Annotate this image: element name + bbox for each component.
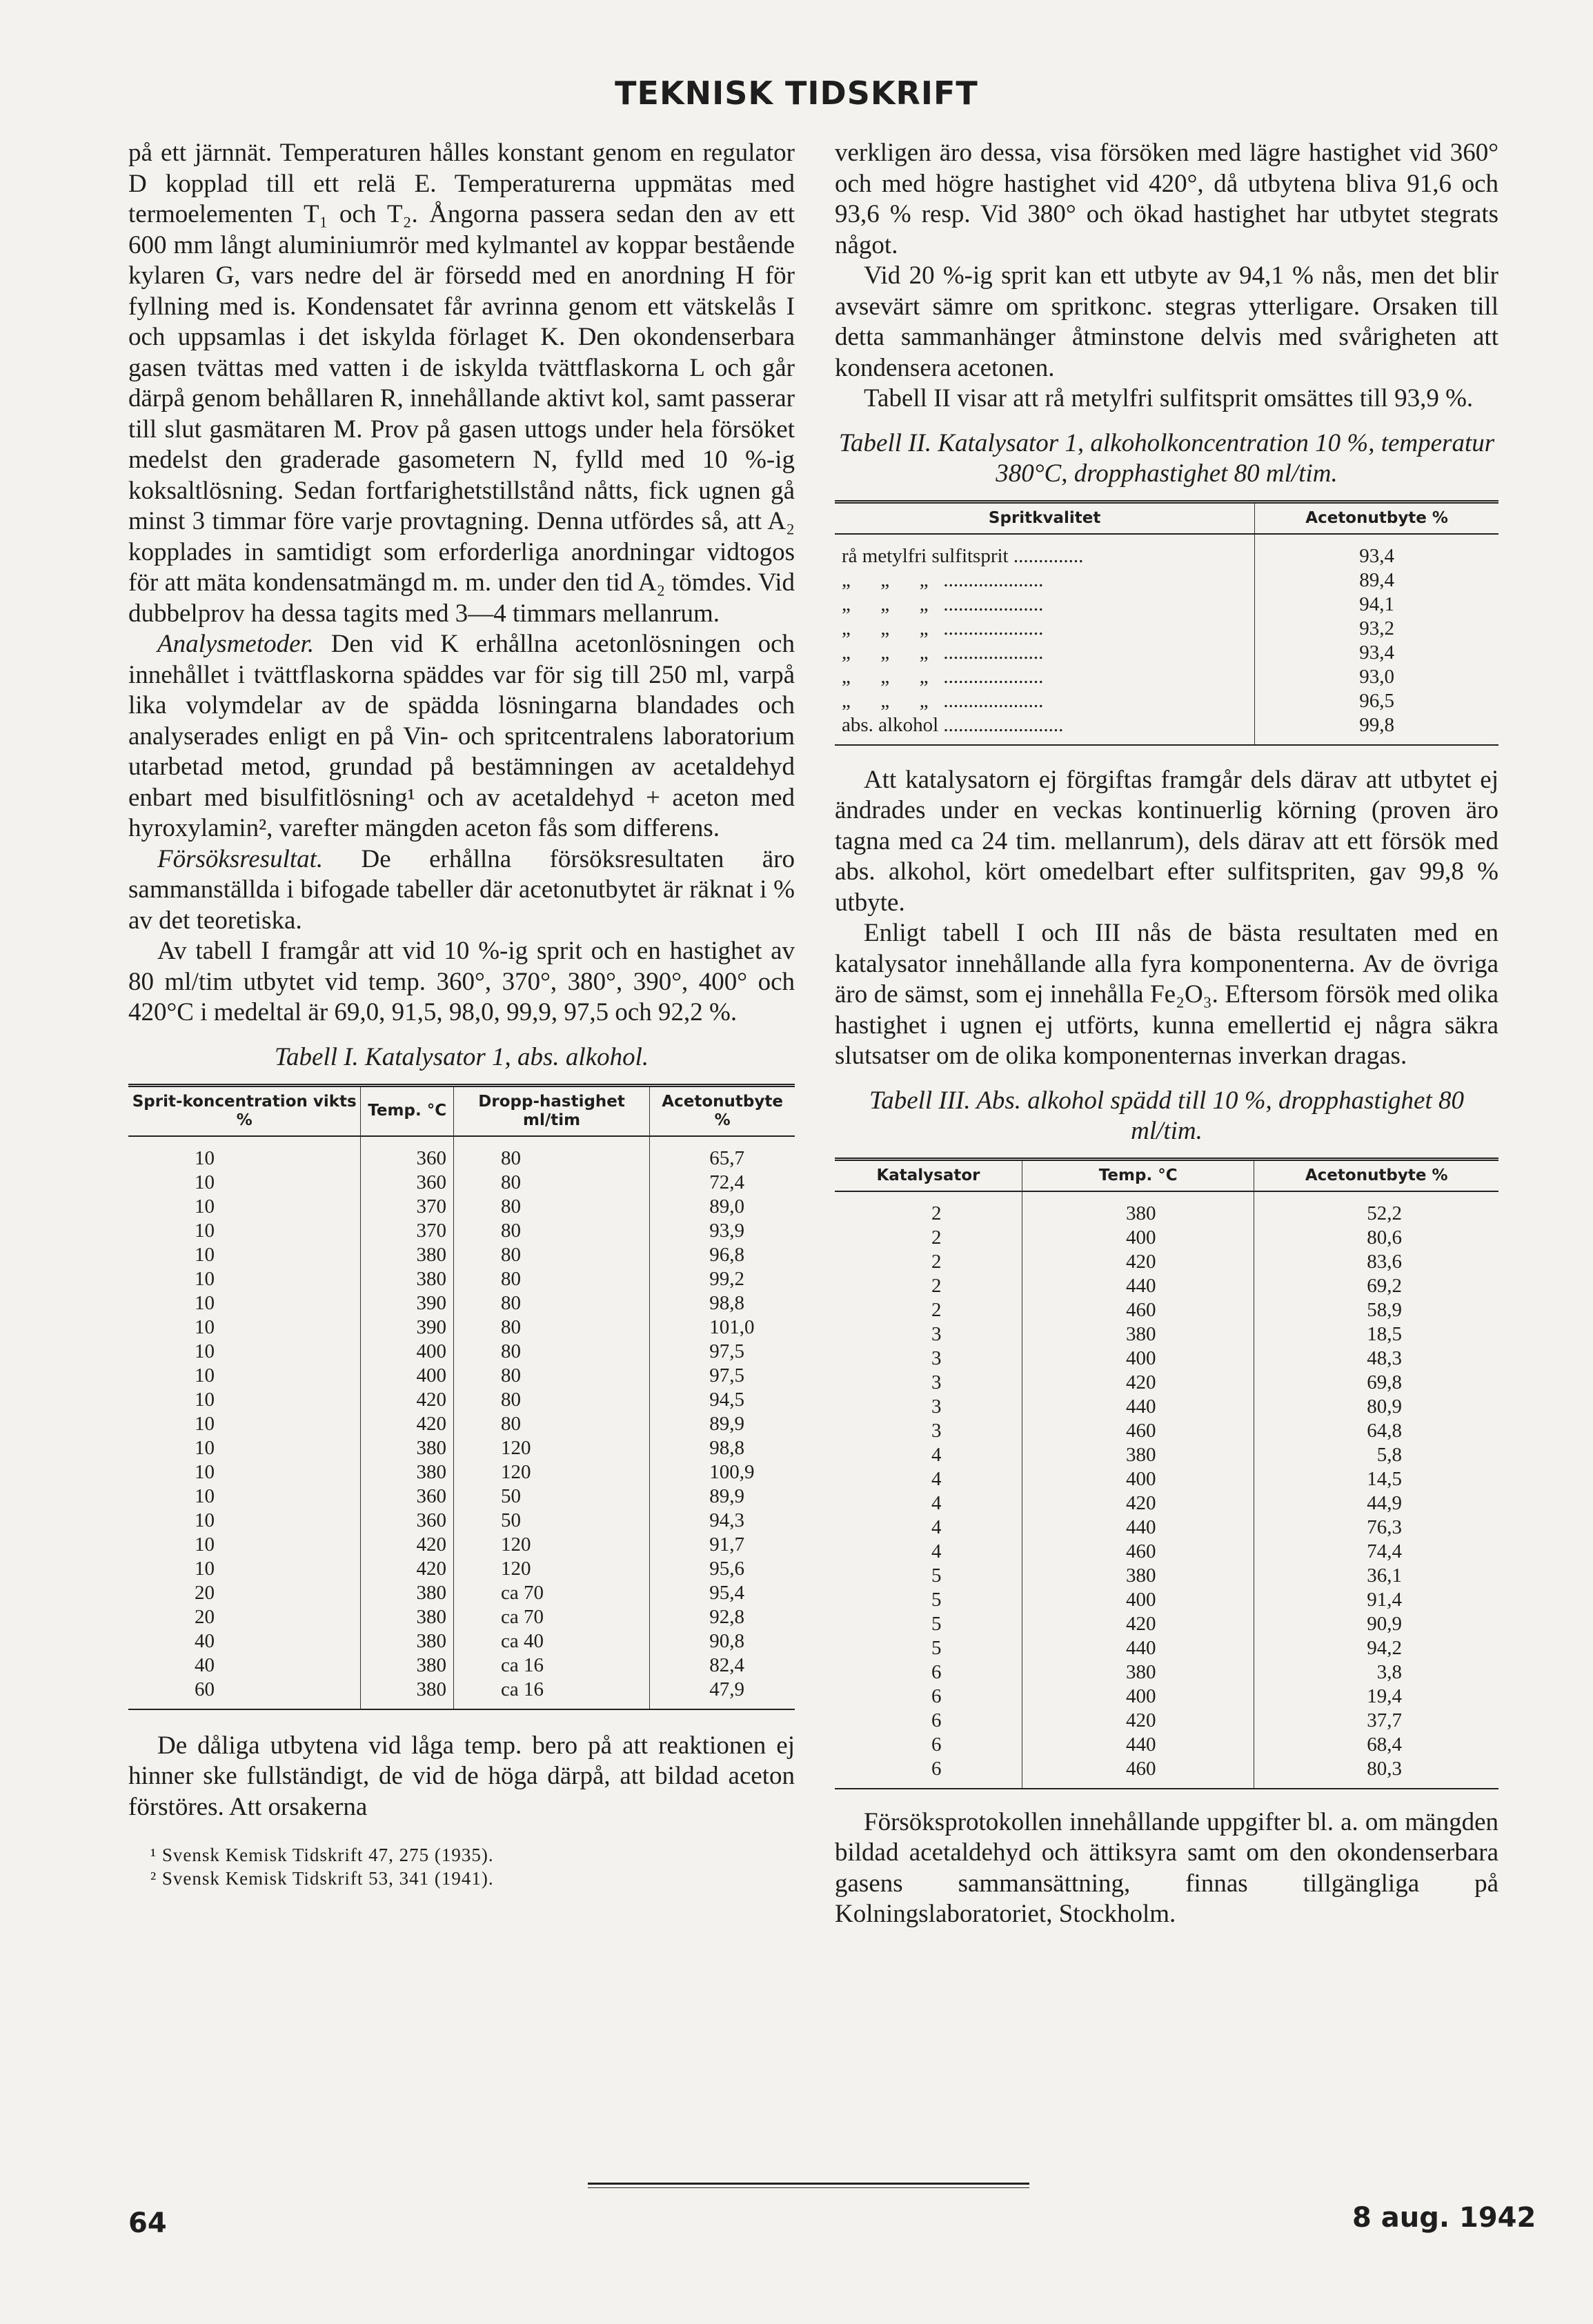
table3-cell: 440 (1022, 1516, 1254, 1540)
table3-row (835, 1274, 1498, 1298)
table1-row (128, 1460, 795, 1484)
table1-cell: 390 (361, 1291, 454, 1315)
table3-cell: 420 (1022, 1371, 1254, 1395)
table1-cell: 10 (128, 1219, 361, 1243)
table3-row (835, 1443, 1498, 1467)
table3-row (835, 1709, 1498, 1733)
table3-cell: 6 (835, 1733, 1022, 1757)
table3-cell: 6 (835, 1685, 1022, 1709)
footnote-1: ¹ Svensk Kemisk Tidskrift 47, 275 (1935). (150, 1845, 494, 1865)
table3-row (835, 1347, 1498, 1371)
table1-row (128, 1171, 795, 1195)
table3-cell: 380 (1022, 1322, 1254, 1347)
table1-cell: 10 (128, 1364, 361, 1388)
results-text: De erhållna försöksresultaten äro sammanställda i bifogade tabeller där acetonutbytet är räknat i % av det teoretiska. (128, 844, 795, 935)
table3-cell: 2 (835, 1250, 1022, 1274)
table2-cell: „ „ „ .................... (835, 665, 1255, 689)
table1-cell: 72,4 (650, 1171, 795, 1195)
table3-row (835, 1733, 1498, 1757)
table1-row (128, 1243, 795, 1267)
right-paragraph-2: Vid 20 %-ig sprit kan ett utbyte av 94,1 % nås, men det blir avsevärt sämre om spritkonc. stegras ytterligare. Orsaken till detta sammanhänger åtminstone delvis med svårigheten att kondensera acetonen. (835, 261, 1498, 382)
table1-cell: 20 (128, 1605, 361, 1629)
table3-cell: 4 (835, 1491, 1022, 1516)
table2-cell: 96,5 (1255, 689, 1498, 713)
table3-cell: 2 (835, 1226, 1022, 1250)
table2-row (835, 689, 1498, 713)
table1-cell: 89,9 (650, 1484, 795, 1509)
table3-cell: 400 (1022, 1685, 1254, 1709)
table3-cell: 58,9 (1254, 1298, 1498, 1322)
right-paragraph-4: Att katalysatorn ej förgiftas framgår dels därav att utbytet ej ändrades under en veckas kontinuerlig körning (proven äro tagna med ca 24 tim. mellanrum), dels därav att ett försök med abs. alkohol, kört omedelbart efter sulfitspriten, gav 99,8 % utbyte. (835, 765, 1498, 917)
table1-cell: 10 (128, 1267, 361, 1291)
table3-cell: 5,8 (1254, 1443, 1498, 1467)
table1-cell: 65,7 (650, 1136, 795, 1171)
table1-cell: 80 (453, 1412, 649, 1436)
table1-cell: 98,8 (650, 1436, 795, 1460)
table3-cell: 68,4 (1254, 1733, 1498, 1757)
table3-cell: 36,1 (1254, 1564, 1498, 1588)
table1-cell: 390 (361, 1315, 454, 1340)
table3-header-cell: Acetonutbyte % (1254, 1159, 1498, 1191)
table2-cell: „ „ „ .................... (835, 617, 1255, 641)
table1-cell: 89,9 (650, 1412, 795, 1436)
table1-header-cell: Temp. °C (361, 1085, 454, 1136)
table1-cell: 95,4 (650, 1581, 795, 1605)
table3-row (835, 1540, 1498, 1564)
table1-cell: 10 (128, 1340, 361, 1364)
table1-cell: 400 (361, 1364, 454, 1388)
table1-cell: 20 (128, 1581, 361, 1605)
table1-row (128, 1629, 795, 1653)
table2-row (835, 617, 1498, 641)
table3-row (835, 1636, 1498, 1660)
right-paragraph-3: Tabell II visar att rå metylfri sulfitsprit omsättes till 93,9 %. (864, 384, 1474, 413)
table3-cell: 4 (835, 1540, 1022, 1564)
table1-cell: 89,0 (650, 1195, 795, 1219)
table3-row (835, 1226, 1498, 1250)
table2-cell: „ „ „ .................... (835, 593, 1255, 617)
table3-cell: 5 (835, 1588, 1022, 1612)
footnotes (128, 1843, 795, 1890)
table1-cell: 420 (361, 1412, 454, 1436)
issue-date: 8 aug. 1942 (1352, 2202, 1536, 2234)
table1-cell: 80 (453, 1267, 649, 1291)
right-paragraph-6: Försöksprotokollen innehållande uppgifter bl. a. om mängden bildad acetaldehyd och ättiksyra samt om den okondenserbara gasens sammansättning, finnas tillgängliga på Kolningslaboratoriet, Stockholm. (835, 1807, 1498, 1928)
table3-cell: 5 (835, 1564, 1022, 1588)
table3-row (835, 1588, 1498, 1612)
table1-cell: 380 (361, 1653, 454, 1678)
table3-cell: 380 (1022, 1564, 1254, 1588)
table3-cell: 400 (1022, 1347, 1254, 1371)
table1-row (128, 1653, 795, 1678)
table3-cell: 44,9 (1254, 1491, 1498, 1516)
table3-row (835, 1191, 1498, 1226)
table3-cell: 83,6 (1254, 1250, 1498, 1274)
table3-cell: 3 (835, 1371, 1022, 1395)
table1-cell: 360 (361, 1509, 454, 1533)
table2-cell: „ „ „ .................... (835, 641, 1255, 665)
table1-row (128, 1678, 795, 1709)
table1-caption: Tabell I. Katalysator 1, abs. alkohol. (274, 1042, 649, 1071)
table3-cell: 400 (1022, 1226, 1254, 1250)
table3-row (835, 1660, 1498, 1685)
table1-cell: 10 (128, 1509, 361, 1533)
table1-cell: 400 (361, 1340, 454, 1364)
table1-cell: 10 (128, 1171, 361, 1195)
table3-cell: 420 (1022, 1491, 1254, 1516)
right-column (835, 138, 1498, 1930)
table1-cell: 40 (128, 1653, 361, 1678)
table3-cell: 80,9 (1254, 1395, 1498, 1419)
table2-row (835, 641, 1498, 665)
table1-cell: 10 (128, 1195, 361, 1219)
table1-cell: ca 70 (453, 1581, 649, 1605)
table2-cell: rå metylfri sulfitsprit .............. (835, 534, 1255, 568)
table1-cell: 10 (128, 1412, 361, 1436)
table1-cell: 120 (453, 1460, 649, 1484)
table1-body (128, 1136, 795, 1709)
table2-header-row (835, 501, 1498, 534)
table1-cell: ca 16 (453, 1653, 649, 1678)
table2-row (835, 593, 1498, 617)
table1-cell: 10 (128, 1557, 361, 1581)
table2-header-cell: Spritkvalitet (835, 501, 1255, 534)
table3-cell: 52,2 (1254, 1191, 1498, 1226)
table1-cell: 60 (128, 1678, 361, 1709)
table1-header-row (128, 1085, 795, 1136)
table3-cell: 420 (1022, 1612, 1254, 1636)
table1-header-cell: Dropp-hastighet ml/tim (453, 1085, 649, 1136)
table3-body (835, 1191, 1498, 1789)
table1-row (128, 1605, 795, 1629)
table3-cell: 3 (835, 1322, 1022, 1347)
table1-cell: 80 (453, 1364, 649, 1388)
table3-cell: 37,7 (1254, 1709, 1498, 1733)
table1-cell: 360 (361, 1484, 454, 1509)
table1-cell: 10 (128, 1388, 361, 1412)
table3-row (835, 1322, 1498, 1347)
table3-cell: 440 (1022, 1274, 1254, 1298)
table1-cell: 93,9 (650, 1219, 795, 1243)
table1-cell: 360 (361, 1171, 454, 1195)
table1-cell: 380 (361, 1678, 454, 1709)
table2-cell: „ „ „ .................... (835, 689, 1255, 713)
table1-cell: ca 70 (453, 1605, 649, 1629)
table3-cell: 90,9 (1254, 1612, 1498, 1636)
table3-cell: 6 (835, 1757, 1022, 1789)
table2-caption: Tabell II. Katalysator 1, alkoholkoncentration 10 %, temperatur 380°C, dropphastighet 80 ml/tim. (838, 428, 1495, 488)
table3-header-row (835, 1159, 1498, 1191)
table3-cell: 460 (1022, 1419, 1254, 1443)
table3-cell: 69,8 (1254, 1371, 1498, 1395)
table1-cell: 10 (128, 1533, 361, 1557)
table3-cell: 69,2 (1254, 1274, 1498, 1298)
table2-cell: abs. alkohol ........................ (835, 713, 1255, 745)
table3-header-cell: Temp. °C (1022, 1159, 1254, 1191)
table3-row (835, 1419, 1498, 1443)
table1-row (128, 1364, 795, 1388)
table2-cell: 99,8 (1255, 713, 1498, 745)
table3-cell: 400 (1022, 1588, 1254, 1612)
table3-cell: 2 (835, 1191, 1022, 1226)
table3-cell: 64,8 (1254, 1419, 1498, 1443)
table3-cell: 420 (1022, 1709, 1254, 1733)
table2-cell: 93,2 (1255, 617, 1498, 641)
table1-row (128, 1412, 795, 1436)
table1-row (128, 1388, 795, 1412)
table3-cell: 3 (835, 1419, 1022, 1443)
table2-cell: 93,4 (1255, 641, 1498, 665)
table3-cell: 440 (1022, 1733, 1254, 1757)
table1-cell: 420 (361, 1533, 454, 1557)
table3-cell: 380 (1022, 1443, 1254, 1467)
table1-cell: 380 (361, 1243, 454, 1267)
left-paragraph-4: Av tabell I framgår att vid 10 %-ig sprit och en hastighet av 80 ml/tim utbytet vid temp. 360°, 370°, 380°, 390°, 400° och 420°C i medeltal är 69,0, 91,5, 98,0, 99,9, 97,5 och 92,2 %. (128, 937, 795, 1026)
table1-cell: 10 (128, 1315, 361, 1340)
table1-cell: 80 (453, 1315, 649, 1340)
left-paragraph-analysis (128, 629, 795, 844)
results-heading: Försöksresultat. (157, 844, 324, 873)
table3-cell: 2 (835, 1298, 1022, 1322)
table1-cell: 120 (453, 1557, 649, 1581)
table1-cell: 380 (361, 1629, 454, 1653)
table1-cell: 380 (361, 1581, 454, 1605)
table1-cell: 120 (453, 1533, 649, 1557)
table3-row (835, 1250, 1498, 1274)
table3-cell: 380 (1022, 1191, 1254, 1226)
table3-cell: 94,2 (1254, 1636, 1498, 1660)
table3-cell: 3 (835, 1347, 1022, 1371)
table3-cell: 3 (835, 1395, 1022, 1419)
table-2 (835, 500, 1498, 746)
left-column (128, 138, 795, 1890)
analysis-heading: Analysmetoder. (157, 630, 315, 658)
right-paragraph-1: verkligen äro dessa, visa försöken med lägre hastighet vid 360° och med högre hastighet vid 420°, då utbytena bliva 91,6 och 93,6 % resp. Vid 380° och ökad hastighet har utbytet stegrats något. (835, 139, 1498, 259)
table2-cell: 89,4 (1255, 568, 1498, 593)
page-number: 64 (128, 2207, 167, 2239)
table2-row (835, 665, 1498, 689)
table3-cell: 18,5 (1254, 1322, 1498, 1347)
table1-header-cell: Acetonutbyte % (650, 1085, 795, 1136)
table3-cell: 440 (1022, 1636, 1254, 1660)
table3-cell: 380 (1022, 1660, 1254, 1685)
left-paragraph-5: De dåliga utbytena vid låga temp. bero på att reaktionen ej hinner ske fullständigt, de vid de höga därpå, att bildad aceton förstöres. Att orsakerna (128, 1731, 795, 1821)
table3-row (835, 1467, 1498, 1491)
table1-cell: 80 (453, 1171, 649, 1195)
table2-body (835, 534, 1498, 745)
table3-cell: 420 (1022, 1250, 1254, 1274)
table1-row (128, 1581, 795, 1605)
table1-row (128, 1533, 795, 1557)
analysis-text: Den vid K erhållna acetonlösningen och innehållet i tvättflaskorna späddes var för sig till 250 ml, varpå lika volymdelar av de spädda lösningarna blandades och analyserades enligt en på Vin- och spritcentralens laboratorium utarbetad metod, grundad på bestämningen av acetaldehyd enbart med bisulfitlösning¹ och av acetaldehyd + aceton med hyroxylamin², varefter mängden aceton fås som differens. (128, 630, 795, 842)
table3-row (835, 1491, 1498, 1516)
table1-cell: 50 (453, 1484, 649, 1509)
table1-cell: 420 (361, 1388, 454, 1412)
table1-cell: 97,5 (650, 1364, 795, 1388)
table1-row (128, 1315, 795, 1340)
footer-rule (588, 2183, 1029, 2188)
table1-cell: ca 16 (453, 1678, 649, 1709)
table3-row (835, 1395, 1498, 1419)
table3-row (835, 1371, 1498, 1395)
table3-cell: 440 (1022, 1395, 1254, 1419)
table3-cell: 6 (835, 1660, 1022, 1685)
table1-cell: 99,2 (650, 1267, 795, 1291)
table2-row (835, 568, 1498, 593)
table1-cell: 380 (361, 1267, 454, 1291)
table3-cell: 4 (835, 1443, 1022, 1467)
table1-cell: 370 (361, 1219, 454, 1243)
table3-cell: 91,4 (1254, 1588, 1498, 1612)
table3-cell: 74,4 (1254, 1540, 1498, 1564)
table3-cell: 460 (1022, 1540, 1254, 1564)
table3-row (835, 1612, 1498, 1636)
table2-cell: 93,4 (1255, 534, 1498, 568)
table1-cell: 80 (453, 1291, 649, 1315)
table1-cell: 94,5 (650, 1388, 795, 1412)
table1-cell: 50 (453, 1509, 649, 1533)
table1-cell: 47,9 (650, 1678, 795, 1709)
table1-cell: 100,9 (650, 1460, 795, 1484)
table2-cell: „ „ „ .................... (835, 568, 1255, 593)
table3-cell: 6 (835, 1709, 1022, 1733)
table1-cell: 40 (128, 1629, 361, 1653)
table3-cell: 460 (1022, 1298, 1254, 1322)
table1-cell: 90,8 (650, 1629, 795, 1653)
table-1 (128, 1084, 795, 1710)
table3-cell: 460 (1022, 1757, 1254, 1789)
footnote-2: ² Svensk Kemisk Tidskrift 53, 341 (1941). (150, 1868, 494, 1889)
table1-cell: 10 (128, 1460, 361, 1484)
table1-cell: 80 (453, 1243, 649, 1267)
right-paragraph-5: Enligt tabell I och III nås de bästa resultaten med en katalysator innehållande alla fyra komponenterna. Av de övriga äro de sämst, som ej innehålla Fe₂O₃. Eftersom försök med olika hastighet i ugnen ej utförts, kunna emellertid ej några säkra slutsatser om de olika komponenternas inverkan dragas. (835, 919, 1498, 1070)
table1-row (128, 1136, 795, 1171)
table3-cell: 76,3 (1254, 1516, 1498, 1540)
table1-row (128, 1340, 795, 1364)
left-paragraph-1: på ett järnnät. Temperaturen hålles konstant genom en regulator D kopplad till ett relä E. Temperaturerna uppmätas med termoelementen T₁ och T₂. Ångorna passera sedan den av ett 600 mm långt aluminiumrör med kylmantel av koppar bestående kylaren G, vars nedre del är försedd med en anordning H för fyllning med is. Kondensatet får avrinna genom ett vätskelås I och uppsamlas i det iskylda förlaget K. Den okondenserbara gasen tvättas med vatten i de iskylda tvättflaskorna L och går därpå genom behållaren R, innehållande aktivt kol, samt passerar till slut gasmätaren M. Prov på gasen uttogs under hela försöket medelst den graderade gasometern N, fylld med 10 %-ig koksaltlösning. Sedan fortfarighetstillstånd nåtts, fick ugnen gå minst 3 timmar före varje provtagning. Denna utfördes så, att A₂ kopplades in samtidigt som erforderliga anordningar vidtogos för att mäta kondensatmängd m. m. under den tid A₂ tömdes. Vid dubbelprov ha dessa tagits med 3—4 timmars mellanrum. (128, 139, 795, 628)
table1-cell: 98,8 (650, 1291, 795, 1315)
table1-cell: 101,0 (650, 1315, 795, 1340)
table2-row (835, 534, 1498, 568)
table3-cell: 4 (835, 1516, 1022, 1540)
table3-row (835, 1564, 1498, 1588)
table1-row (128, 1557, 795, 1581)
table3-cell: 48,3 (1254, 1347, 1498, 1371)
table1-cell: 10 (128, 1436, 361, 1460)
table1-cell: 370 (361, 1195, 454, 1219)
table3-cell: 400 (1022, 1467, 1254, 1491)
table-3 (835, 1158, 1498, 1789)
table1-cell: 80 (453, 1340, 649, 1364)
table2-row (835, 713, 1498, 745)
table1-cell: 97,5 (650, 1340, 795, 1364)
table1-row (128, 1484, 795, 1509)
table3-row (835, 1685, 1498, 1709)
table2-cell: 93,0 (1255, 665, 1498, 689)
journal-header: TEKNISK TIDSKRIFT (615, 75, 978, 112)
table1-cell: 10 (128, 1484, 361, 1509)
table1-header-cell: Sprit-koncentration vikts % (128, 1085, 361, 1136)
table3-caption: Tabell III. Abs. alkohol spädd till 10 %, dropphastighet 80 ml/tim. (869, 1086, 1464, 1145)
table1-cell: 420 (361, 1557, 454, 1581)
table1-cell: 80 (453, 1219, 649, 1243)
table1-cell: 95,6 (650, 1557, 795, 1581)
table3-row (835, 1516, 1498, 1540)
table3-cell: 14,5 (1254, 1467, 1498, 1491)
table1-cell: 80 (453, 1195, 649, 1219)
table3-cell: 5 (835, 1636, 1022, 1660)
table2-cell: 94,1 (1255, 593, 1498, 617)
table1-row (128, 1436, 795, 1460)
table1-cell: 380 (361, 1605, 454, 1629)
table3-cell: 80,3 (1254, 1757, 1498, 1789)
table3-cell: 19,4 (1254, 1685, 1498, 1709)
table1-row (128, 1219, 795, 1243)
table1-cell: 82,4 (650, 1653, 795, 1678)
table1-cell: 10 (128, 1243, 361, 1267)
table1-cell: 360 (361, 1136, 454, 1171)
table1-cell: 80 (453, 1136, 649, 1171)
table3-row (835, 1298, 1498, 1322)
table1-cell: 380 (361, 1460, 454, 1484)
table1-cell: 94,3 (650, 1509, 795, 1533)
table3-cell: 5 (835, 1612, 1022, 1636)
table1-row (128, 1267, 795, 1291)
table3-cell: 4 (835, 1467, 1022, 1491)
table3-header-cell: Katalysator (835, 1159, 1022, 1191)
table3-row (835, 1757, 1498, 1789)
left-paragraph-results (128, 844, 795, 937)
table1-cell: 10 (128, 1136, 361, 1171)
table1-row (128, 1195, 795, 1219)
table1-cell: 380 (361, 1436, 454, 1460)
table1-cell: 120 (453, 1436, 649, 1460)
table2-header-cell: Acetonutbyte % (1255, 501, 1498, 534)
table1-row (128, 1509, 795, 1533)
table3-cell: 80,6 (1254, 1226, 1498, 1250)
table1-cell: 80 (453, 1388, 649, 1412)
table3-cell: 3,8 (1254, 1660, 1498, 1685)
table1-cell: 92,8 (650, 1605, 795, 1629)
table3-cell: 2 (835, 1274, 1022, 1298)
table1-cell: 10 (128, 1291, 361, 1315)
table1-cell: 96,8 (650, 1243, 795, 1267)
table1-cell: 91,7 (650, 1533, 795, 1557)
table1-cell: ca 40 (453, 1629, 649, 1653)
table1-row (128, 1291, 795, 1315)
